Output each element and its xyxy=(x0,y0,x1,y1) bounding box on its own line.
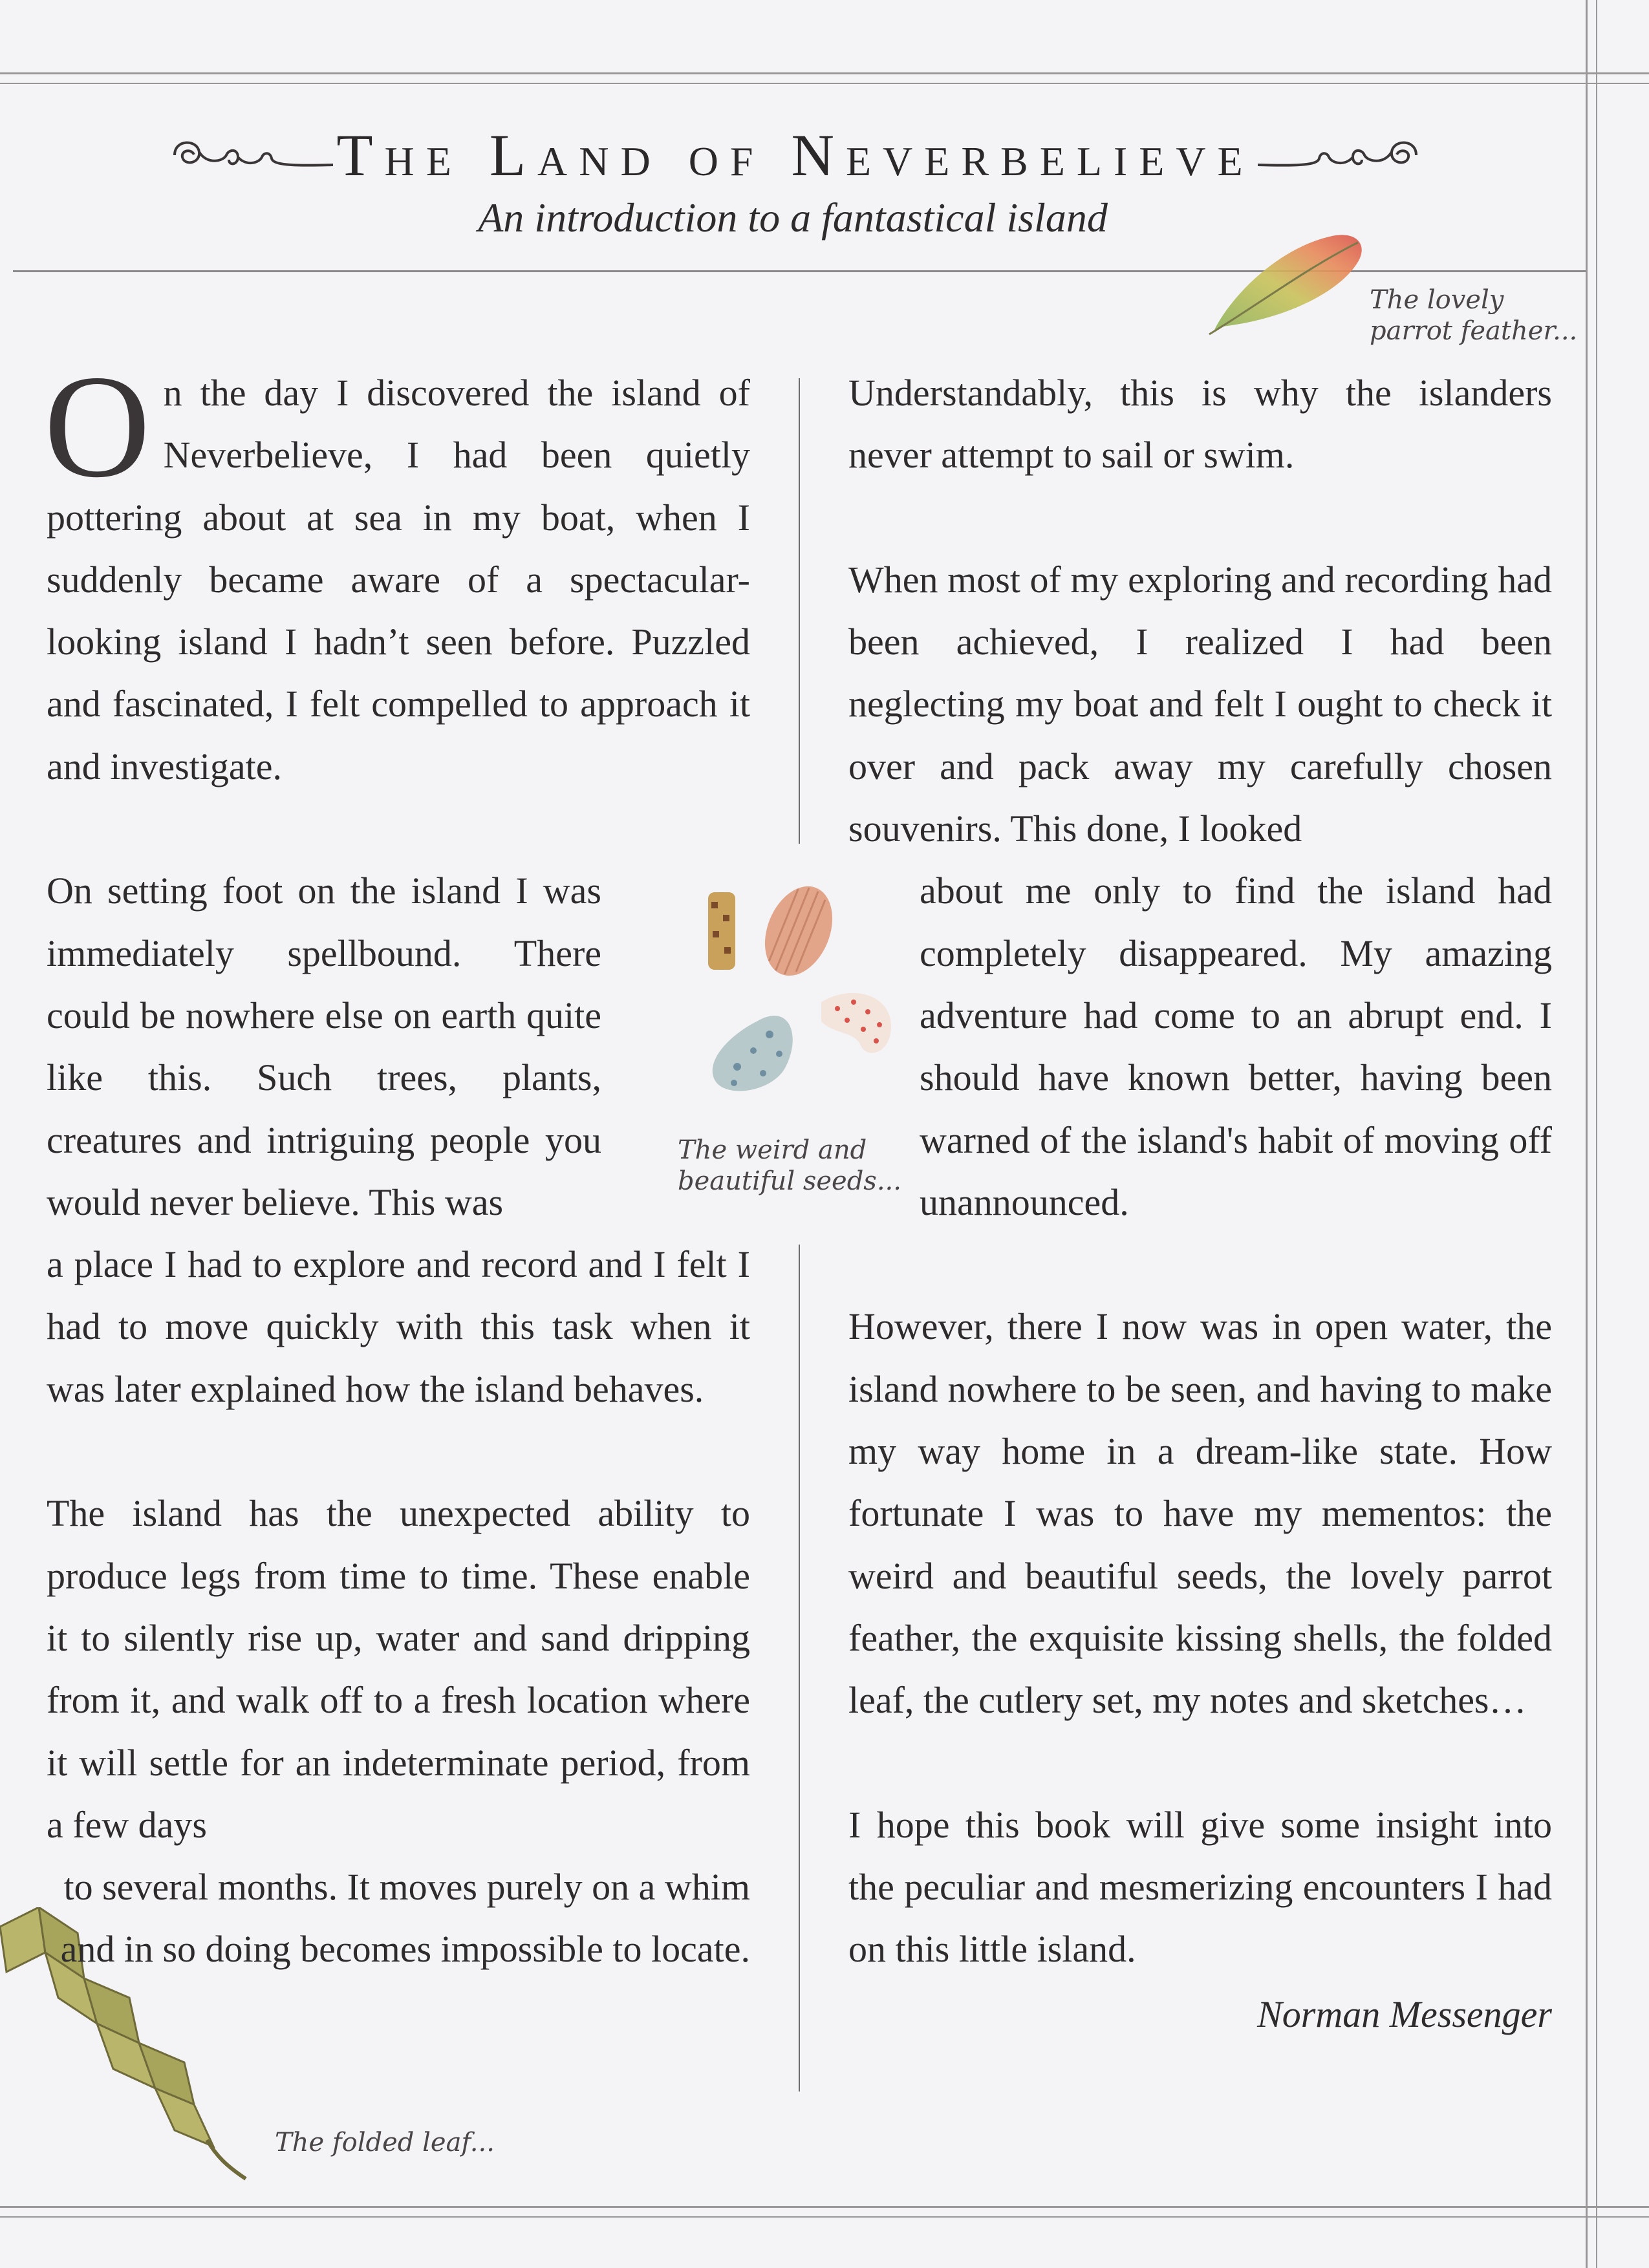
feather-caption-line1: The lovely xyxy=(1370,285,1504,315)
frame-right-line-inner xyxy=(1596,0,1597,2268)
frame-bottom-line-inner xyxy=(0,2216,1649,2218)
frame-right-line xyxy=(1586,0,1588,2268)
parrot-feather-icon xyxy=(1203,223,1371,339)
right-paragraph-3: However, there I now was in open water, the island nowhere to be seen, and having to make my way home in a dream-like state. How fortunate I was to have my mementos: the weird and beautiful seeds, the lovely parrot feather, the exquisite kissing shells, the folded leaf, the cutlery set, my notes and sketches… xyxy=(848,1305,1552,1722)
left-paragraph-1-text: n the day I discovered the island of Neverbelieve, I had been quietly pottering about at sea in my boat, when I suddenly became aware of a spectacular-looking island I hadn’t seen before. Puzzled and fascinated, I felt compelled to approach it and investigate. xyxy=(47,372,750,787)
right-paragraph-1: Understandably, this is why the islanders never attempt to sail or swim. xyxy=(848,372,1552,476)
left-column xyxy=(44,345,750,1981)
title-row xyxy=(110,113,1481,197)
left-paragraph-3-continued: to several months. It moves purely on a whim and in so doing becomes impossible to locate. xyxy=(60,1866,750,1971)
feather-caption xyxy=(1370,284,1583,347)
left-flourish-icon xyxy=(162,126,336,184)
leaf-caption: The folded leaf... xyxy=(275,2128,495,2157)
column-divider-upper xyxy=(799,378,800,844)
right-flourish-icon xyxy=(1255,126,1429,184)
left-paragraph-1 xyxy=(44,345,750,798)
right-column xyxy=(848,362,1552,2046)
right-paragraph-4: I hope this book will give some insight into the peculiar and mesmerizing encounters I had on this little island. xyxy=(848,1803,1552,1971)
left-paragraph-2-continued: a place I had to explore and record and I felt I had to move quickly with this task when it was later explained how the island behaves. xyxy=(47,1243,750,1410)
frame-top-line-inner xyxy=(0,83,1649,84)
feather-caption-line2: parrot feather... xyxy=(1370,316,1578,346)
frame-top-line xyxy=(0,72,1649,74)
drop-cap: O xyxy=(44,345,151,508)
page-title: The Land of Neverbelieve xyxy=(336,122,1255,188)
left-paragraph-2: On setting foot on the island I was immediately spellbound. There could be nowhere else on earth quite like this. Such trees, plants, creatures and intriguing people you would never believe. This was xyxy=(47,870,601,1223)
left-paragraph-3: The island has the unexpected ability to produce legs from time to time. These enable it to silently rise up, water and sand dripping from it, and walk off to a fresh location where it will settle for an indeterminate period, from a few days xyxy=(47,1492,750,1846)
author-signature: Norman Messenger xyxy=(1257,1993,1552,2035)
seeds-caption-line1: The weird and xyxy=(678,1135,867,1165)
page-subtitle: An introduction to a fantastical island xyxy=(478,195,1108,241)
column-divider-lower xyxy=(799,1245,800,2091)
frame-bottom-line xyxy=(0,2206,1649,2208)
right-paragraph-2: When most of my exploring and recording had been achieved, I realized I had been neglecting my boat and felt I ought to check it over and pack away my carefully chosen souvenirs. This done, I looked xyxy=(848,558,1552,850)
right-paragraph-2-continued: about me only to find the island had completely disappeared. My amazing adventure had come to an abrupt end. I should have known better, having been warned of the island's habit of moving off unannounced. xyxy=(920,870,1552,1223)
seeds-caption-line2: beautiful seeds... xyxy=(678,1166,901,1196)
